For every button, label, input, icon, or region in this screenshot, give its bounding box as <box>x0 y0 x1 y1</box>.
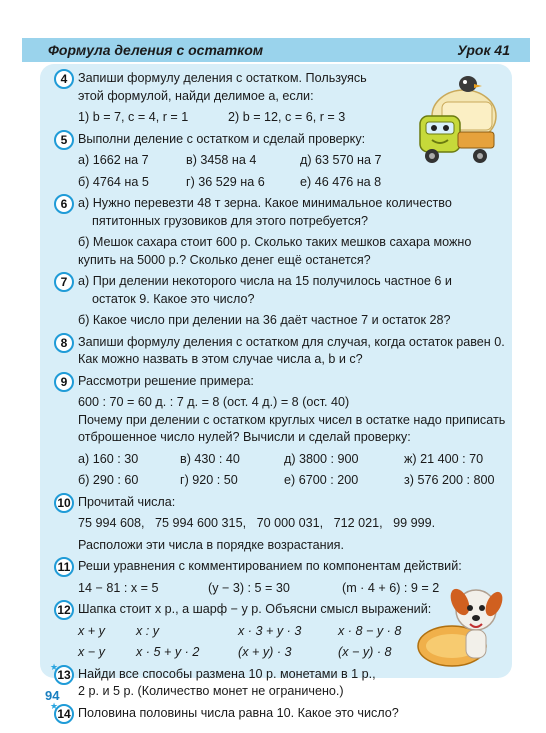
task-options <box>78 472 514 490</box>
lesson-header <box>22 38 530 62</box>
expression: x − y <box>78 645 105 659</box>
task-text: 2 р. и 5 р. (Количество монет не ограничено.) <box>78 684 344 698</box>
expression: (x + y) · 3 <box>238 645 292 659</box>
task-number: 10 <box>54 493 74 513</box>
task-12 <box>54 601 514 662</box>
option: б) 4764 на 5 <box>78 174 149 189</box>
lesson-number: Урок 41 <box>457 42 510 58</box>
task-text: Прочитай числа: <box>78 494 176 509</box>
option: а) 160 : 30 <box>78 451 139 466</box>
task-4 <box>54 70 514 127</box>
task-number: 7 <box>54 272 74 292</box>
option: б) 290 : 60 <box>78 473 139 487</box>
option: е) 6700 : 200 <box>284 473 359 487</box>
task-text: Расположи эти числа в порядке возрастания. <box>78 537 344 552</box>
equation: 14 − 81 : x = 5 <box>78 580 159 595</box>
task-5 <box>54 131 514 192</box>
task-14 <box>50 700 514 723</box>
task-text: Шапка стоит x р., а шарф − y р. Объясни смысл выражений: <box>78 602 432 616</box>
option: в) 3458 на 4 <box>186 153 257 167</box>
expression: (x − y) · 8 <box>338 645 392 659</box>
task-text: Реши уравнения с комментированием по компонентам действий: <box>78 559 462 573</box>
task-number: 4 <box>54 69 74 89</box>
task-options <box>78 109 514 127</box>
option: а) 1662 на 7 <box>78 153 149 167</box>
task-text: б) Мешок сахара стоит 600 р. Сколько таких мешков сахара можно <box>78 235 472 249</box>
star-icon: ★ <box>50 661 59 672</box>
expression: x + y <box>78 623 105 638</box>
task-text: а) При делении некоторого числа на 15 получилось частное 6 и <box>78 274 452 288</box>
expression: x · 5 + y · 2 <box>136 645 200 659</box>
option: 2) b = 12, c = 6, r = 3 <box>228 110 346 124</box>
option: з) 576 200 : 800 <box>404 473 495 487</box>
task-options <box>78 451 514 469</box>
task-text: а) Нужно перевезти 48 т зерна. Какое минимальное количество <box>78 196 452 210</box>
task-text: Выполни деление с остатком и сделай проверку: <box>78 131 366 146</box>
task-6 <box>54 195 514 269</box>
task-7 <box>54 273 514 330</box>
task-number: 9 <box>54 372 74 392</box>
exercise-list <box>50 70 514 722</box>
task-text: Как можно назвать в этом случае числа a, b и c? <box>78 352 363 366</box>
task-text: б) Какое число при делении на 36 даёт частное 7 и остаток 28? <box>78 313 451 327</box>
task-options <box>78 623 514 641</box>
task-number: 8 <box>54 333 74 353</box>
task-text: пятитонных грузовиков для этого потребуется? <box>92 213 369 228</box>
option: е) 46 476 на 8 <box>300 174 382 189</box>
task-number: 5 <box>54 130 74 150</box>
option: в) 430 : 40 <box>180 451 240 466</box>
task-options <box>78 580 514 598</box>
task-number: 14 <box>54 704 74 724</box>
task-options <box>78 174 514 192</box>
task-text: этой формулой, найди делимое a, если: <box>78 88 314 103</box>
task-options <box>78 152 514 170</box>
task-text: 75 994 608, 75 994 600 315, 70 000 031, 712 021, 99 999. <box>78 516 436 530</box>
equation: (m · 4 + 6) : 9 = 2 <box>342 580 440 595</box>
task-text: Половина половины числа равна 10. Какое это число? <box>78 705 399 720</box>
task-text: Найди все способы размена 10 р. монетами в 1 р., <box>78 666 376 681</box>
task-text: 600 : 70 = 60 д. : 7 д. = 8 (ост. 4 д.) = 8 (ост. 40) <box>78 395 350 409</box>
lesson-title: Формула деления с остатком <box>48 42 264 58</box>
task-text: Запиши формулу деления с остатком для случая, когда остаток равен 0. <box>78 334 505 349</box>
star-icon: ★ <box>50 700 59 711</box>
option: г) 36 529 на 6 <box>186 174 265 189</box>
task-text: Почему при делении с остатком круглых чисел в остатке надо приписать <box>78 412 506 427</box>
task-number: 6 <box>54 194 74 214</box>
option: ж) 21 400 : 70 <box>404 451 484 466</box>
expression: x · 8 − y · 8 <box>338 623 402 638</box>
task-text: Запиши формулу деления с остатком. Пользуясь <box>78 71 367 85</box>
option: д) 63 570 на 7 <box>300 153 382 167</box>
option: д) 3800 : 900 <box>284 451 359 466</box>
task-9 <box>54 373 514 490</box>
task-10 <box>54 494 514 555</box>
task-number: 12 <box>54 600 74 620</box>
expression: x : y <box>136 623 160 638</box>
task-text: Рассмотри решение примера: <box>78 373 254 388</box>
task-text: отброшенное число нулей? Вычисли и сделай проверку: <box>78 430 411 444</box>
option: г) 920 : 50 <box>180 473 238 487</box>
task-8 <box>54 334 514 369</box>
task-number: 11 <box>54 557 74 577</box>
option: 1) b = 7, c = 4, r = 1 <box>78 110 189 124</box>
equation: (y − 3) : 5 = 30 <box>208 580 290 595</box>
task-text: остаток 9. Какое это число? <box>92 291 255 306</box>
expression: x · 3 + y · 3 <box>238 623 302 638</box>
task-text: купить на 5000 р.? Сколько денег ещё останется? <box>78 252 371 267</box>
task-number: 13 <box>54 665 74 685</box>
task-options <box>78 644 514 662</box>
task-11 <box>54 558 514 597</box>
page-number: 94 <box>45 688 60 703</box>
